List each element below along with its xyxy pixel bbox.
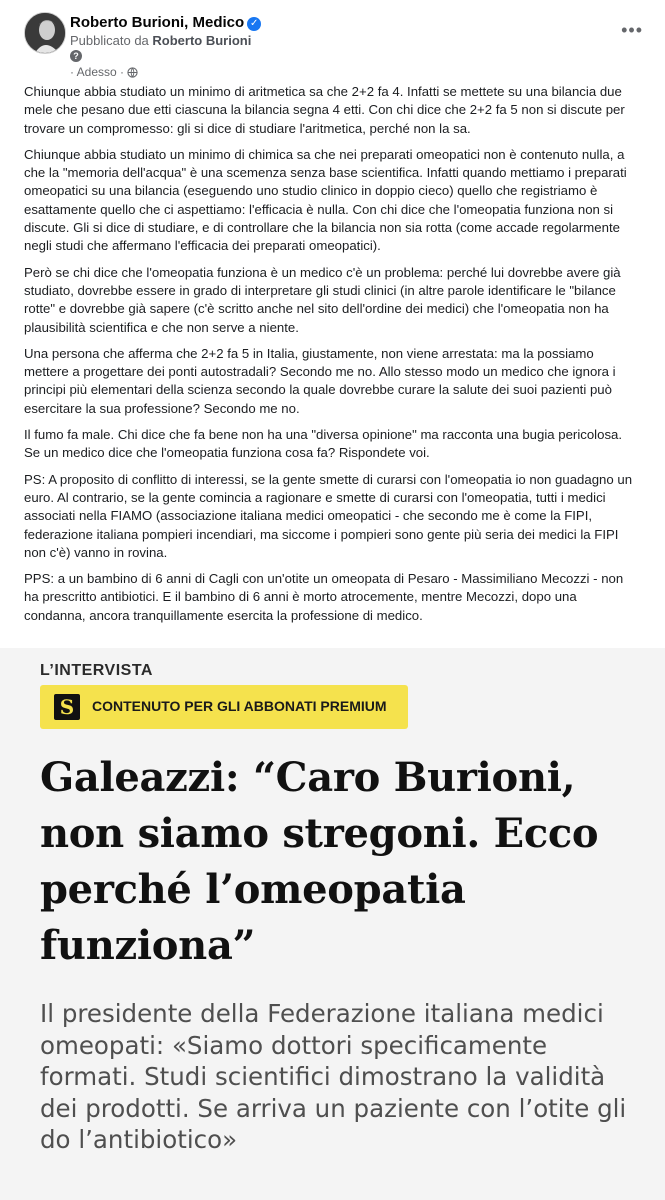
article-kicker: L’INTERVISTA: [40, 662, 153, 679]
post-paragraph: Il fumo fa male. Chi dice che fa bene non ha una "diversa opinione" ma racconta una bugia pericolosa. Se un medico dice che l'omeopatia funziona cosa fa? Rispondete voi.: [24, 427, 623, 461]
post-paragraph: Chiunque abbia studiato un minimo di aritmetica sa che 2+2 fa 4. Infatti se mettete su una bilancia due mele che pesano due etti ciascuna la bilancia segna 4 etti. Con chi dice che 2+2 fa 5 non si discute per trovare un compromesso: gli si dice di studiare l'aritmetica, perché non la sa.: [24, 84, 625, 136]
article-headline[interactable]: Galeazzi: “Caro Burioni, non siamo stregoni. Ecco perché l’omeopatia funziona”: [40, 754, 599, 969]
post-paragraph: Però se chi dice che l'omeopatia funziona è un medico c'è un problema: perché lui dovrebbe avere già studiato, dovrebbe essere in grado di interpretare gli studi clinici (in altre parole identificare le "bilance rotte" e dovrebbe già sapere (c'è scritto anche nel sito dell'ordine dei medici) che l'omeopatia non ha plausibilità scientifica e che non serve a niente.: [24, 264, 621, 335]
post-paragraph: PS: A proposito di conflitto di interessi, se la gente smette di curarsi con l'omeopatia io non guadagno un euro. Al contrario, se la gente comincia a ragionare e smette di curarsi con l'omeopatia, tutti i medici associati nella FIAMO (associazione italiana medici omeopatici - che secondo me è come la FIPI, federazione italiana pompieri incendiari, ma siccome i pompieri sono gente più seria dei medici la FIPI non c'è) vanno in rovina.: [24, 471, 633, 560]
published-by-name[interactable]: Roberto Burioni: [152, 33, 252, 48]
premium-label: CONTENUTO PER GLI ABBONATI PREMIUM: [92, 698, 387, 714]
shared-article-card[interactable]: [0, 648, 665, 1200]
post-paragraph: Chiunque abbia studiato un minimo di chimica sa che nei preparati omeopatici non è contenuto nulla, a che la "memoria dell'acqua" è una scemenza senza base scientifica. Infatti quando mettiamo i preparati omeopatici su una bilancia (eseguendo uno studio clinico in doppio cieco) quello che registriamo è esattamente quello che ci aspettiamo: l'efficacia è nulla. Con chi dice che l'omeopatia funziona non si discute. Gli si dice di studiare, e di controllare che la bilancia non sia rotta (come accade regolarmente negli studi che affermano l'efficacia dei preparati omeopatici).: [24, 146, 627, 254]
post-body: [24, 83, 640, 633]
published-by: [70, 33, 251, 48]
question-icon[interactable]: ?: [70, 50, 82, 62]
post-timestamp[interactable]: · Adesso ·: [70, 65, 125, 79]
post-header: [24, 12, 649, 82]
more-options-icon[interactable]: •••: [621, 20, 643, 40]
post-meta: [70, 65, 138, 79]
globe-icon: [127, 67, 138, 78]
author-avatar[interactable]: [24, 12, 66, 54]
verified-badge-icon: ✓: [247, 17, 261, 31]
author-name[interactable]: [70, 14, 261, 31]
avatar-portrait-icon: [25, 13, 65, 53]
premium-badge: [40, 685, 408, 729]
author-name-text[interactable]: Roberto Burioni, Medico: [70, 14, 245, 31]
published-by-label: Pubblicato da: [70, 33, 149, 48]
post-paragraph: PPS: a un bambino di 6 anni di Cagli con un'otite un omeopata di Pesaro - Massimiliano Mecozzi - non ha prescritto antibiotici. E il bambino di 6 anni è morto atrocemente, mentre Mecozzi, dopo una condanna, ancora tranquillamente esercita la professione di medico.: [24, 571, 624, 623]
post-paragraph: Una persona che afferma che 2+2 fa 5 in Italia, giustamente, non viene arrestata: ma la possiamo mettere a progettare dei ponti autostradali? Secondo me no. Allo stesso modo un medico che ignora i principi più elementari della scienza secondo la quale dovrebbe curare la salute dei suoi pazienti può esercitare la sua professione? Secondo me no.: [24, 345, 616, 416]
premium-logo-icon: S: [54, 694, 80, 720]
article-subheadline: Il presidente della Federazione italiana medici omeopati: «Siamo dottori specificamente formati. Studi scientifici dimostrano la validità dei prodotti. Se arriva un paziente con l’otite gli do l’antibiotico»: [40, 999, 627, 1154]
